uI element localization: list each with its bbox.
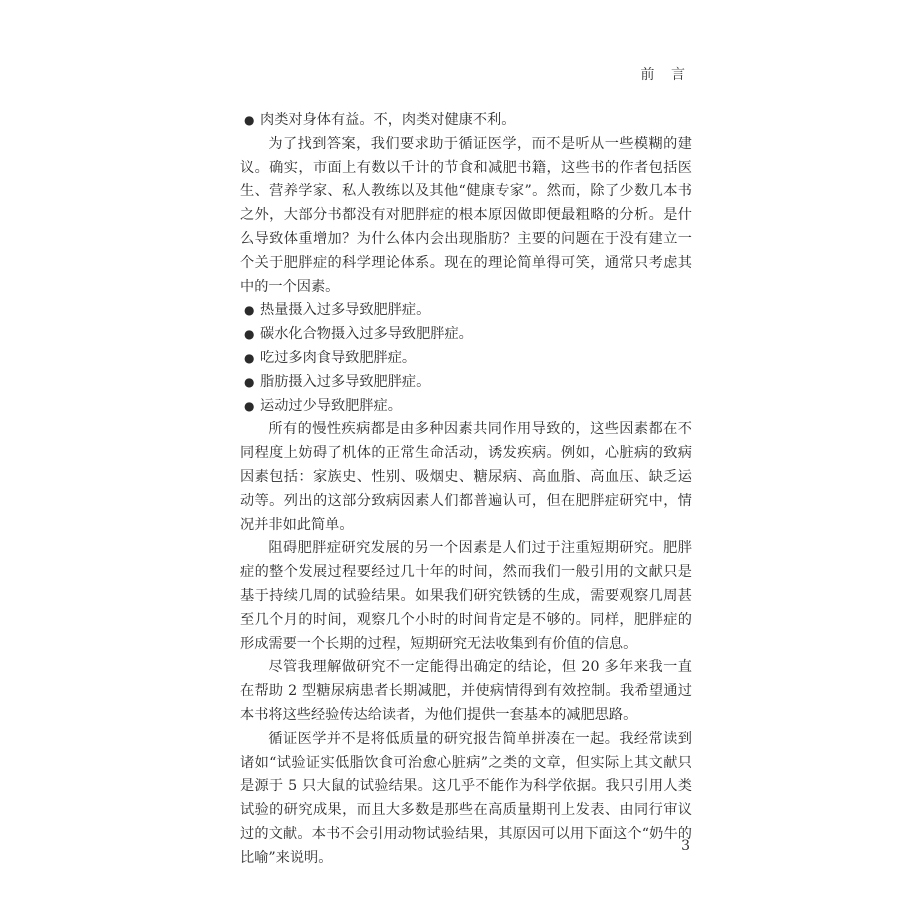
- bullet-item: [240, 371, 692, 395]
- bullet-dot-icon: ●: [244, 303, 255, 318]
- bullet-text: 吃过多肉食导致肥胖症。: [260, 349, 417, 366]
- bullet-item: [240, 299, 692, 323]
- bullet-dot-icon: ●: [244, 327, 255, 342]
- bullet-text: 脂肪摄入过多导致肥胖症。: [260, 373, 431, 390]
- paragraph: 所有的慢性疾病都是由多种因素共同作用导致的，这些因素都在不同程度上妨碍了机体的正常生命活动，诱发疾病。例如，心脏病的致病因素包括：家族史、性别、吸烟史、糖尿病、高血脂、高血压、缺乏运动等。列出的这部分致病因素人们都普遍认可，但在肥胖症研究中，情况并非如此简单。: [240, 421, 692, 533]
- bullet-text: 热量摄入过多导致肥胖症。: [260, 302, 431, 319]
- paragraph: 循证医学并不是将低质量的研究报告简单拼凑在一起。我经常读到诸如“试验证实低脂饮食可治愈心脏病”之类的文章，但实际上其文献只是源于 5 只大鼠的试验结果。这几乎不能作为科学依据。我只引用人类试验的研究成果，而且大多数是那些在高质量期刊上发表、由同行审议过的文献。本书不会引用动物试验结果，其原因可以用下面这个“奶牛的比喻”来说明。: [240, 730, 692, 866]
- bullet-dot-icon: ●: [244, 113, 255, 127]
- bullet-item: [240, 109, 692, 133]
- bullet-text: 运动过少导致肥胖症。: [260, 397, 402, 414]
- paragraph: 为了找到答案，我们要求助于循证医学，而不是听从一些模糊的建议。确实，市面上有数以千计的节食和减肥书籍，这些书的作者包括医生、营养学家、私人教练以及其他“健康专家”。然而，除了少数几本书之外，大部分书都没有对肥胖症的根本原因做即便最粗略的分析。是什么导致体重增加？为什么体内会出现脂肪？主要的问题在于没有建立一个关于肥胖症的科学理论体系。现在的理论简单得可笑，通常只考虑其中的一个因素。: [240, 135, 692, 295]
- paragraph: 阻碍肥胖症研究发展的另一个因素是人们过于注重短期研究。肥胖症的整个发展过程要经过几十年的时间，然而我们一般引用的文献只是基于持续几周的试验结果。如果我们研究铁锈的生成，需要观察几周甚至几个月的时间，观察几个小时的时间肯定是不够的。同样，肥胖症的形成需要一个长期的过程，短期研究无法收集到有价值的信息。: [240, 540, 692, 652]
- bullet-dot-icon: ●: [244, 350, 255, 365]
- bullet-item: [240, 347, 692, 371]
- bullet-dot-icon: ●: [244, 374, 255, 389]
- running-header: 前 言: [640, 67, 691, 83]
- bullet-item: [240, 395, 692, 419]
- page-number: 3: [681, 838, 690, 854]
- paragraph: 尽管我理解做研究不一定能得出确定的结论，但 20 多年来我一直在帮助 2 型糖尿病患者长期减肥，并使病情得到有效控制。我希望通过本书将这些经验传达给读者，为他们提供一套基本的减肥思路。: [240, 659, 692, 723]
- page-body: [240, 109, 692, 871]
- bullet-text: 碳水化合物摄入过多导致肥胖症。: [260, 326, 473, 343]
- bullet-text: 肉类对身体有益。不，肉类对健康不利。: [260, 112, 516, 128]
- bullet-item: [240, 323, 692, 347]
- bullet-dot-icon: ●: [244, 398, 255, 413]
